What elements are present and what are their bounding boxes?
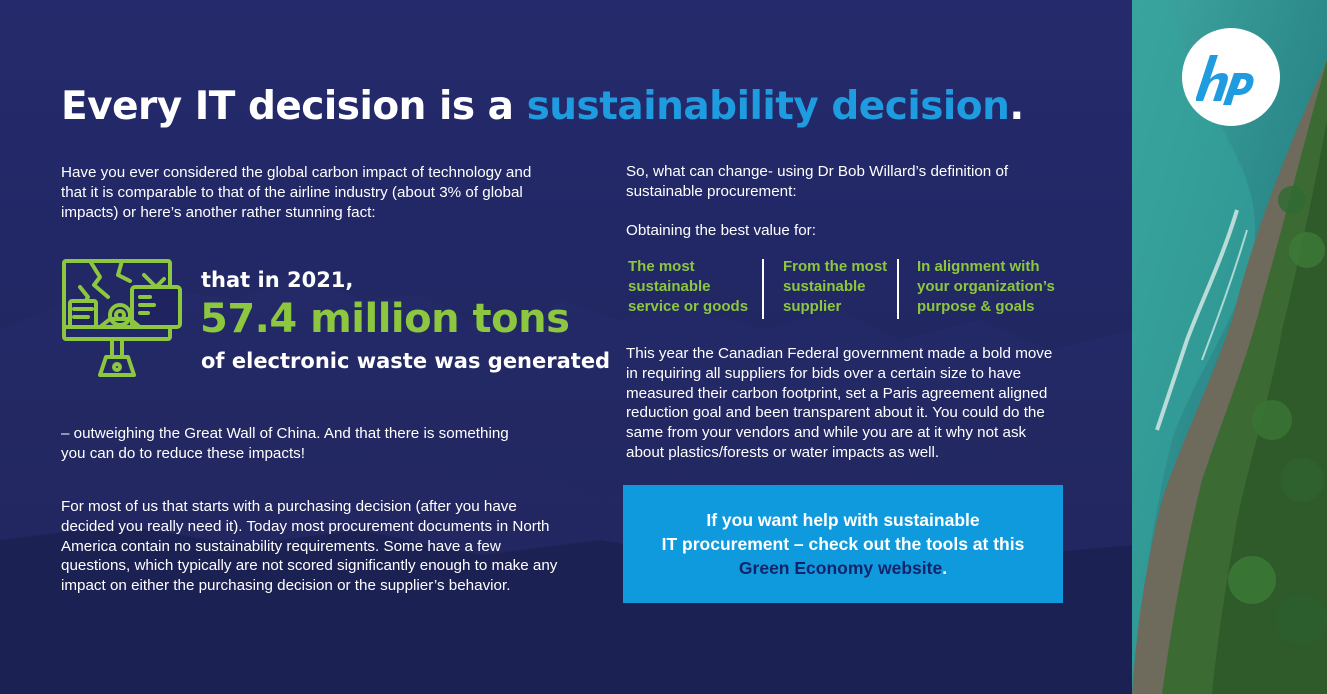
cta-box [623,485,1063,603]
cta-line-2: IT procurement – check out the tools at this [661,534,1025,554]
stat-amount: 57.4 million tons [200,296,570,342]
cta-end: . [942,558,948,578]
hp-logo[interactable] [1182,28,1280,126]
stat-description: of electronic waste was generated [201,349,611,373]
title-accent: sustainability decision [526,84,1010,129]
procurement-intro: So, what can change- using Dr Bob Willard’s definition of sustainable procurement: [626,163,1009,200]
page-title [61,84,1024,129]
column-divider [762,259,764,319]
value-column-3: In alignment with your organization’s purpose & goals [917,258,1055,315]
cta-line-1: If you want help with sustainable [706,510,980,530]
obtaining-label: Obtaining the best value for: [626,222,816,239]
title-part-1: Every IT decision is a [61,84,527,129]
green-economy-link[interactable]: Green Economy website [738,558,943,578]
broken-computer-icon [60,257,184,381]
hp-logo-icon [1196,47,1266,107]
purchasing-paragraph: For most of us that starts with a purchasing decision (after you have decided you really need it). Today most procurement documents in North America contain no sustainability requirements. Some have a few questions, which typically are not scored significantly enough to make any impact on either the purchasing decision or the supplier’s behavior. [61,498,558,595]
cta-line-3 [739,556,947,580]
stat-year: that in 2021, [201,268,354,292]
value-column-1: The most sustainable service or goods [628,258,749,315]
value-column-2: From the most sustainable supplier [783,258,888,315]
intro-paragraph: Have you ever considered the global carbon impact of technology and that it is comparable to that of the airline industry (about 3% of global impacts) or here’s another rather stunning fact: [61,164,532,221]
title-end: . [1009,84,1024,129]
column-divider [897,259,899,319]
canada-paragraph: This year the Canadian Federal government made a bold move in requiring all suppliers for bids over a certain size to have measured their carbon footprint, set a Paris agreement aligned reduction goal and been transparent about it. You could do the same from your vendors and while you are at it why not ask about plastics/forests or water impacts as well. [626,345,1053,461]
continuation-paragraph: – outweighing the Great Wall of China. And that there is something you can do to reduce these impacts! [61,425,509,462]
